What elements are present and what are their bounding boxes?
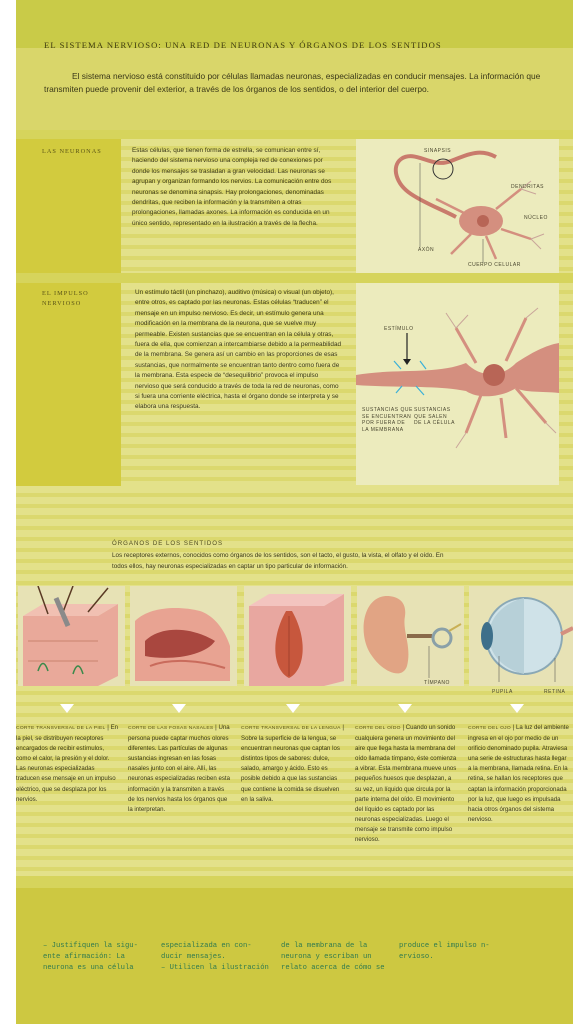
skin-drawing [18,586,125,686]
organ-arrow-nariz [172,704,186,713]
organ-head-lengua: CORTE TRANSVERSAL DE LA LENGUA [241,726,341,731]
organ-arrow-oido [398,704,412,713]
label-fuera-line-1: SUSTANCIAS QUE [362,407,413,413]
organ-arrow-lengua [286,704,300,713]
label-timpano: TÍMPANO [424,680,450,686]
label-sinapsis: SINAPSIS [424,148,452,154]
tongue-drawing [244,586,351,686]
organos-text: Los receptores externos, conocidos como órganos de los sentidos, son el tacto, el gusto, la vista, el olfato y el oído. En todos ellos, hay neuronas especializadas en captar un tipo particular de información. [112,552,444,570]
activity-note-1: – Justifiquen la sigu- ente afirmación: La neurona es una célula [43,942,138,973]
organ-head-nariz: CORTE DE LAS FOSAS NASALES [128,726,214,731]
organ-text-piel: CORTE TRANSVERSAL DE LA PIEL | En la piel, se distribuyen receptores encargados de recibir estímulos, como el calor, la presión y el dolor. Las neuronas especializadas traducen ese mensaje en un impulso eléctrico, que se desplaza por los nervios. [16,724,119,803]
neuron-drawing [356,139,559,273]
label-salen-line-3: DE LA CÉLULA [414,420,456,426]
organos-title: ÓRGANOS DE LOS SENTIDOS [112,540,224,547]
ear-illustration [357,586,464,686]
label-fuera-line-4: LA MEMBRANA [362,426,404,433]
organ-body-piel: En la piel, se distribuyen receptores encargados de recibir estímulos, como el calor, la presión y el dolor. Las neuronas especializadas traducen ese mensaje en un impulso eléctrico, que se desplaza por los nervios. [16,724,119,803]
organ-text-lengua: CORTE TRANSVERSAL DE LA LENGUA | Sobre la superficie de la lengua, se encuentran neuronas que captan los distintos tipos de sabores: dulce, salado, amargo y ácido. Esto es posible debido a que las sustancias que contiene la comida se disuelven en la saliva. [241,724,344,803]
label-sustancias-salen [414,407,455,427]
nose-drawing [130,586,237,686]
label-salen-line-1: SUSTANCIAS [414,407,451,413]
impulso-label [42,289,89,309]
neuronas-text: Estas células, que tienen forma de estrella, se comunican entre sí, haciendo del sistema nervioso una compleja red de conexiones por donde los mensajes se trasladan a gran velocidad. Las neuronas se agrupan y organizan formando los nervios. La comunicación entre dos neuronas se denomina sinapsis. Hay prolongaciones, denominadas dendritas, que reciben la información y la transmiten a otras prolongaciones, llamadas axones. La información es conducida en un único sentido, representado en la ilustración a través de la flecha. [132,147,332,227]
activity-note-2: especializada en con- ducir mensajes. – Utilicen la ilustración [161,942,269,973]
organ-body-ojo: La luz del ambiente ingresa en el ojo por medio de un orificio denominado pupila. Atraviesa una serie de estructuras hasta llegar a la membrana, llamada retina. En la retina, se hallan los receptores que captan la información proporcionada por la luz, que luego es impulsada hacia otros órganos del sistema nervioso. [468,724,569,823]
impulso-label-line-1: EL IMPULSO [42,290,89,297]
impulso-label-line-2: NERVIOSO [42,300,82,307]
organ-head-ojo: CORTE DEL OJO [468,726,512,731]
organ-text-ojo: CORTE DEL OJO | La luz del ambiente ingresa en el ojo por medio de un orificio denominado pupila. Atraviesa una serie de estructuras hasta llegar a la membrana, llamada retina. En la retina, se hallan los receptores que captan la información proporcionada por la luz, que luego es impulsada hacia otros órganos del sistema nervioso. [468,724,569,823]
organ-head-piel: CORTE TRANSVERSAL DE LA PIEL [16,726,106,731]
label-axon: AXÓN [418,247,435,253]
label-retina: RETINA [544,689,566,695]
skin-illustration [18,586,125,686]
impulso-label-column [16,283,121,486]
label-fuera-line-2: SE ENCUENTRAN [362,413,412,420]
eye-illustration [469,586,573,686]
label-fuera-line-3: POR FUERA DE [362,420,406,426]
organ-head-oido: CORTE DEL OÍDO [355,726,401,731]
organ-body-oido: Cuando un sonido cualquiera genera un movimiento del aire que llega hasta la membrana del oído llamada tímpano, éste comienza a vibrar. Esta membrana mueve unos pequeños huesos que desplazan, a su vez, un líquido que circula por la parte interna del oído. El movimiento del líquido es captado por las neuronas especializadas. Luego el mensaje se transmite como impulso nervioso. [355,724,457,844]
tongue-illustration [244,586,351,686]
impulse-illustration [356,283,559,485]
organ-arrow-piel [60,704,74,713]
nose-illustration [130,586,237,686]
neuron-illustration [356,139,559,273]
label-estimulo: ESTÍMULO [384,326,414,332]
impulso-text: Un estímulo táctil (un pinchazo), auditivo (música) o visual (un objeto), entre otros, es captado por las neuronas. Estas células “traducen” el mensaje en un impulso nervioso. Es decir, un estímulo genera una modificación en la membrana de la neurona, que se vuelve muy permeable. Existen sustancias que se encuentran en la célula y otras, fuera de ella, que comienzan a intercambiarse debido a la permeabilidad de la membrana. Se genera así un cambio en las proporciones de esas sustancias, que normalmente se encuentran tanto dentro como fuera de la membrana. Esta especie de “desequilibrio” provoca el impulso nervioso que será conducido a través de toda la red de neuronas, como si fuera una corriente eléctrica, hasta el órgano donde se interpreta y se elabora una respuesta. [135,289,342,411]
eye-drawing [469,586,573,686]
main-title: EL SISTEMA NERVIOSO: UNA RED DE NEURONAS Y ÓRGANOS DE LOS SENTIDOS [44,40,442,50]
label-nucleo: NÚCLEO [524,215,548,221]
neuronas-label-column [16,139,121,273]
organ-text-oido: CORTE DEL OÍDO | Cuando un sonido cualquiera genera un movimiento del aire que llega hasta la membrana del oído llamada tímpano, éste comienza a vibrar. Esta membrana mueve unos pequeños huesos que desplazan, a su vez, un líquido que circula por la parte interna del oído. El movimiento del líquido es captado por las neuronas especializadas. Luego el mensaje se transmite como impulso nervioso. [355,724,457,844]
neuronas-label: LAS NEURONAS [42,148,102,155]
page [16,0,573,1024]
organ-body-nariz: Una persona puede captar muchos olores diferentes. Las partículas de algunas sustancias ingresan en las fosas nasales junto con el aire. Allí, las neuronas especializadas reciben esta información y la transmiten a través de los nervios hasta los órganos que la interpretan. [128,724,230,813]
ear-drawing [357,586,464,686]
label-sustancias-fuera [362,407,413,433]
activity-note-3: de la membrana de la neurona y escriban un relato acerca de cómo se [281,942,385,973]
label-cuerpo-celular: CUERPO CELULAR [468,262,521,268]
label-pupila: PUPILA [492,689,513,695]
organ-text-nariz: CORTE DE LAS FOSAS NASALES | Una persona puede captar muchos olores diferentes. Las partículas de algunas sustancias ingresan en las fosas nasales junto con el aire. Allí, las neuronas especializadas reciben esta información y la transmiten a través de los nervios hasta los órganos que la interpretan. [128,724,230,813]
label-dendritas: DENDRITAS [511,184,545,190]
membrane-drawing [356,283,559,485]
intro-paragraph: El sistema nervioso está constituido por células llamadas neuronas, especializadas en conducir mensajes. La información que transmiten puede provenir del exterior, a través de los órganos de los sentidos, o del interior del cuerpo. [44,71,541,94]
organ-arrow-ojo [510,704,524,713]
organ-body-lengua: Sobre la superficie de la lengua, se encuentran neuronas que captan los distintos tipos de sabores: dulce, salado, amargo y ácido. Esto es posible debido a que las sustancias que contiene la comida se disuelven en la saliva. [241,735,340,803]
activity-note-4: produce el impulso n- ervioso. [399,942,490,962]
label-salen-line-2: QUE SALEN [414,413,448,420]
